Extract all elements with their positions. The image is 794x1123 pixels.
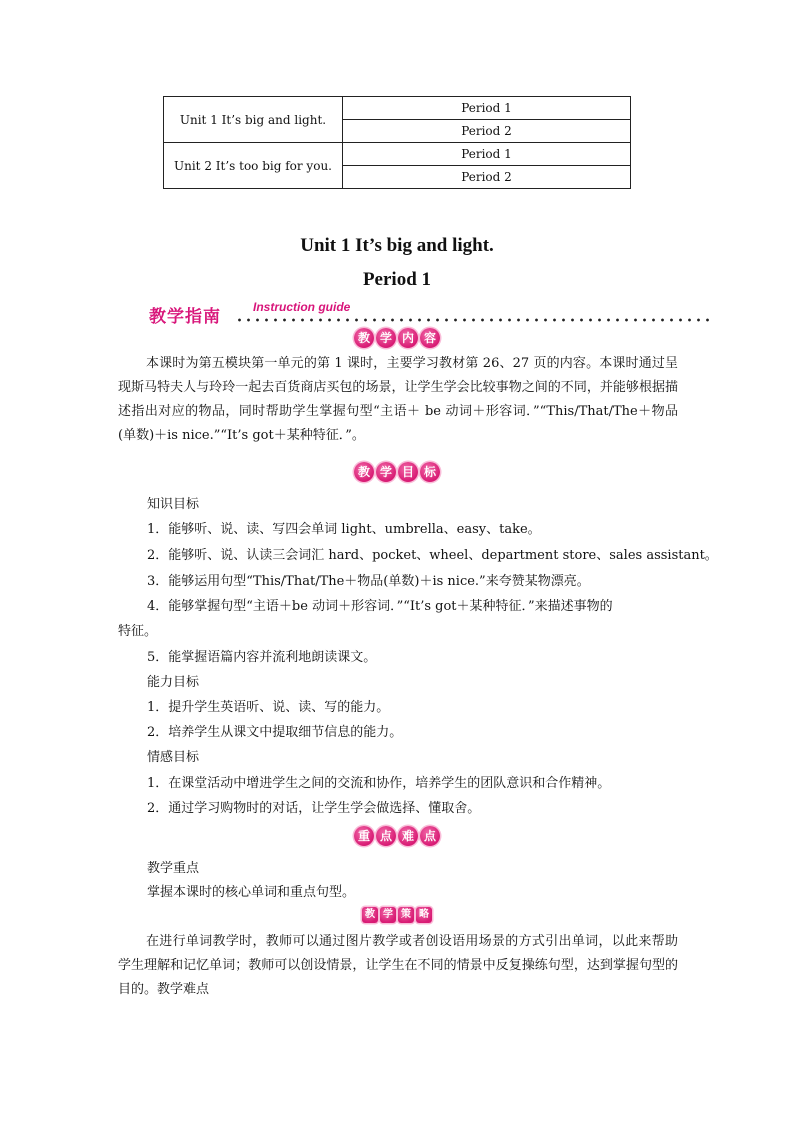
list-item: 3．能够运用句型“This/That/The＋物品(单数)＋is nice.”来夸赞某物漂亮。 — [147, 574, 590, 589]
list-item: 5．能掌握语篇内容并流利地朗读课文。 — [147, 650, 377, 665]
period-cell: Period 2 — [343, 166, 631, 189]
period-cell: Period 1 — [343, 97, 631, 120]
unit-cell: Unit 1 It’s big and light. — [164, 97, 343, 143]
badge-char: 容 — [420, 328, 440, 348]
emotion-heading: 情感目标 — [147, 750, 200, 765]
instruction-guide-banner — [145, 300, 711, 327]
strategy-paragraph: 在进行单词教学时，教师可以通过图片教学或者创设语用场景的方式引出单词，以此来帮助学生理解和记忆单词；教师可以创设情景，让学生在不同的情景中反复操练句型，达到掌握句型的目的。教学难点 — [118, 934, 678, 997]
section-badge-content — [0, 328, 794, 348]
list-item: 4．能够掌握句型“主语＋be 动词＋形容词．”“It’s got＋某种特征．”来描述事物的 — [147, 599, 613, 614]
knowledge-heading: 知识目标 — [147, 497, 200, 512]
section-badge-strategy — [0, 907, 794, 923]
badge-char: 目 — [398, 462, 418, 482]
page-title: Unit 1 It’s big and light. — [300, 235, 494, 256]
section-badge-key-points — [0, 826, 794, 846]
content-paragraph: 本课时为第五模块第一单元的第 1 课时，主要学习教材第 26、27 页的内容。本课时通过呈现斯马特夫人与玲玲一起去百货商店买包的场景，让学生学会比较事物之间的不同，并能够根据描述指出对应的物品，同时帮助学生掌握句型“主语＋ be 动词＋形容词．”“This/That/The＋物品(单数)＋is nice.”“It’s got＋某种特征．”。 — [118, 356, 678, 443]
badge-char: 点 — [420, 826, 440, 846]
badge-char: 学 — [380, 907, 396, 923]
badge-char: 略 — [416, 907, 432, 923]
period-cell: Period 1 — [343, 143, 631, 166]
list-item: 1．在课堂活动中增进学生之间的交流和协作，培养学生的团队意识和合作精神。 — [147, 776, 611, 791]
dotted-rule — [235, 318, 711, 322]
badge-char: 难 — [398, 826, 418, 846]
badge-char: 标 — [420, 462, 440, 482]
key-heading: 教学重点 — [147, 861, 200, 876]
badge-char: 内 — [398, 328, 418, 348]
table-row — [164, 143, 631, 166]
list-item: 2．通过学习购物时的对话，让学生学会做选择、懂取舍。 — [147, 801, 481, 816]
badge-char: 重 — [354, 826, 374, 846]
badge-char: 教 — [354, 462, 374, 482]
badge-char: 学 — [376, 462, 396, 482]
list-item: 1．提升学生英语听、说、读、写的能力。 — [147, 700, 390, 715]
list-item: 1．能够听、说、读、写四会单词 light、umbrella、easy、take。 — [147, 522, 541, 537]
period-cell: Period 2 — [343, 120, 631, 143]
list-item: 2．能够听、说、认读三会词汇 hard、pocket、wheel、department store、sales assistant。 — [147, 548, 718, 563]
unit-cell: Unit 2 It’s too big for you. — [164, 143, 343, 189]
list-item: 特征。 — [118, 624, 158, 639]
section-badge-goals — [0, 462, 794, 482]
guide-title-cn: 教学指南 — [149, 307, 221, 327]
badge-char: 教 — [362, 907, 378, 923]
page-subtitle: Period 1 — [362, 269, 432, 290]
guide-title-en: Instruction guide — [253, 300, 351, 314]
badge-char: 学 — [376, 328, 396, 348]
table-row — [164, 97, 631, 120]
list-item: 2．培养学生从课文中提取细节信息的能力。 — [147, 725, 403, 740]
badge-char: 教 — [354, 328, 374, 348]
badge-char: 策 — [398, 907, 414, 923]
key-text: 掌握本课时的核心单词和重点句型。 — [147, 885, 356, 900]
ability-heading: 能力目标 — [147, 675, 200, 690]
schedule-table — [163, 96, 631, 189]
badge-char: 点 — [376, 826, 396, 846]
